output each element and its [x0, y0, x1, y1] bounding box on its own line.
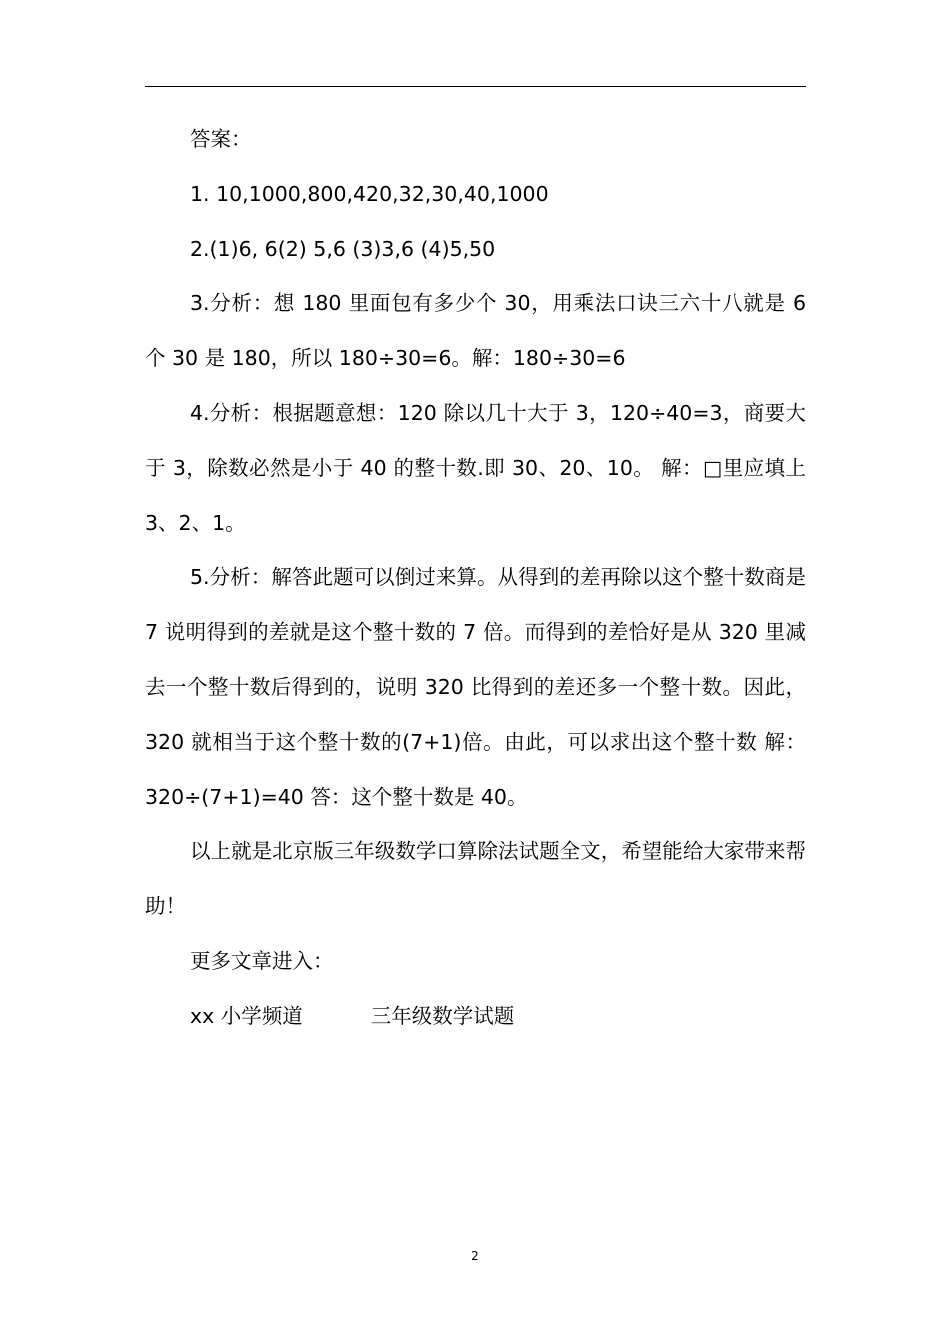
answer-3: 3.分析：想 180 里面包有多少个 30，用乘法口诀三六十八就是 6 个 30 是 180，所以 180÷30=6。解：180÷30=6	[145, 291, 806, 371]
page-number: 2	[471, 1249, 479, 1263]
more-articles-label: 更多文章进入：	[190, 948, 334, 973]
answer-heading: 答案：	[190, 127, 252, 151]
answer-5: 5.分析：解答此题可以倒过来算。从得到的差再除以这个整十数商是 7 说明得到的差就是这个整十数的 7 倍。而得到的差恰好是从 320 里减去一个整十数后得到的，说明 320 比得到的差还多一个整十数。因此，320 就相当于这个整十数的(7+1)倍。由此，可以求出这个整十数 解：320÷(7+1)=40 答：这个整十数是 40。	[145, 565, 806, 809]
link-grade3-math-tests[interactable]: 三年级数学试题	[370, 1003, 515, 1028]
answer-4: 4.分析：根据题意想：120 除以几十大于 3，120÷40=3，商要大于 3，除数必然是小于 40 的整十数.即 30、20、10。 解：□里应填上 3、2、1。	[145, 400, 806, 535]
link-primary-school-channel[interactable]: xx 小学频道	[190, 1003, 303, 1028]
answer-2: 2.(1)6, 6(2) 5,6 (3)3,6 (4)5,50	[190, 236, 496, 261]
answer-1: 1. 10,1000,800,420,32,30,40,1000	[190, 181, 549, 206]
related-links	[145, 989, 806, 1044]
closing-paragraph: 以上就是北京版三年级数学口算除法试题全文，希望能给大家带来帮助！	[145, 839, 806, 919]
header-rule	[145, 86, 806, 87]
document-body	[145, 112, 806, 1044]
